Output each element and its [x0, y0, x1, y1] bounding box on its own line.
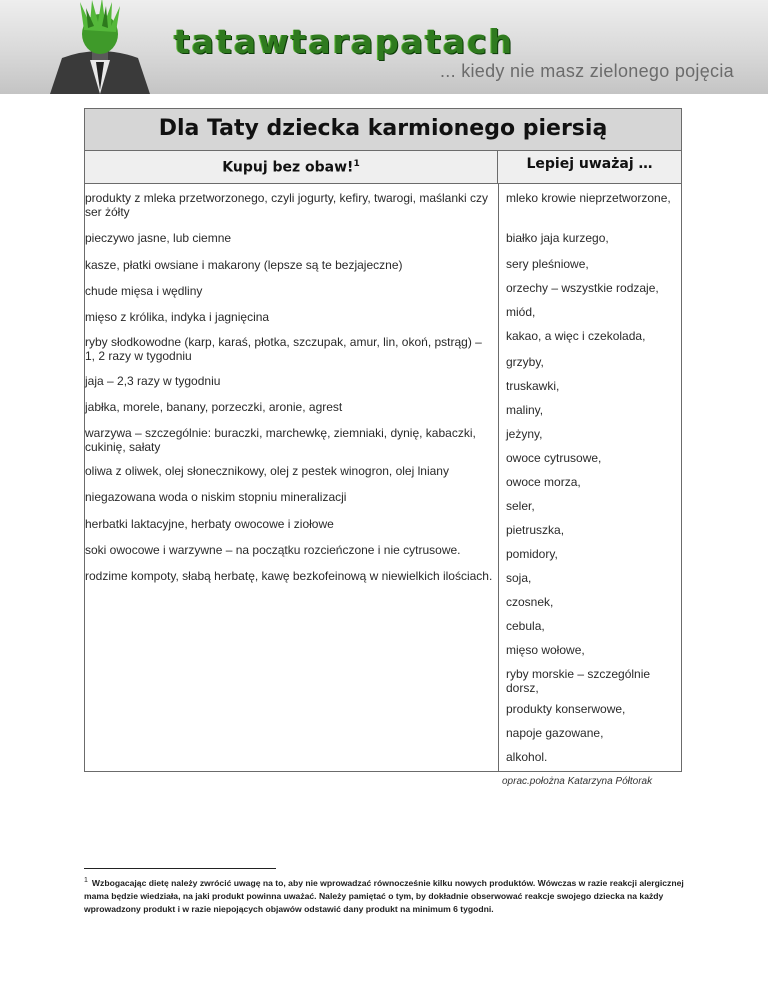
- caution-food-item: pomidory,: [506, 547, 558, 561]
- caution-food-item: ryby morskie – szczególnie dorsz,: [506, 667, 651, 695]
- safe-food-item: pieczywo jasne, lub ciemne: [85, 231, 232, 245]
- safe-food-item: chude mięsa i wędliny: [85, 284, 203, 298]
- caution-food-item: cebula,: [506, 619, 545, 633]
- header-banner: [0, 0, 768, 94]
- safe-food-item: rodzime kompoty, słabą herbatę, kawę bezkofeinową w niewielkich ilościach.: [85, 569, 493, 583]
- caution-food-item: białko jaja kurzego,: [506, 231, 609, 245]
- brand-logo-text: tatawtarapatach: [174, 22, 515, 61]
- footnote-text: Wzbogacając dietę należy zwrócić uwagę na to, aby nie wprowadzać równocześnie kilku nowych produktów. Wówczas w razie reakcji alergicznej mama będzie wiedziała, na jaki produkt powinna uważać. Należy pamiętać o tym, by dokładnie obserwować reakcje swojego dziecka na każdy wprowadzony produkt i w razie niepojących objawów odstawić dany produkt na minimum 6 tygodni.: [84, 877, 684, 914]
- safe-food-item: kasze, płatki owsiane i makarony (lepsze są te bezjajeczne): [85, 258, 403, 272]
- caution-food-item: orzechy – wszystkie rodzaje,: [506, 281, 659, 295]
- caution-food-item: czosnek,: [506, 595, 554, 609]
- table-header-row: [85, 151, 681, 184]
- safe-food-item: jabłka, morele, banany, porzeczki, aronie, agrest: [85, 400, 343, 414]
- caution-food-item: mleko krowie nieprzetworzone,: [506, 191, 671, 205]
- footnote-reference[interactable]: 1: [353, 159, 360, 169]
- caution-food-item: maliny,: [506, 403, 544, 417]
- safe-food-item: jaja – 2,3 razy w tygodniu: [85, 374, 221, 388]
- caution-food-item: truskawki,: [506, 379, 560, 393]
- caution-food-item: alkohol.: [506, 750, 548, 764]
- caution-food-item: sery pleśniowe,: [506, 257, 589, 271]
- safe-food-item: mięso z królika, indyka i jagnięcina: [85, 310, 270, 324]
- safe-food-item: soki owocowe i warzywne – na początku rozcieńczone i nie cytrusowe.: [85, 543, 461, 557]
- caution-food-item: owoce morza,: [506, 475, 581, 489]
- safe-food-item: produkty z mleka przetworzonego, czyli jogurty, kefiry, twarogi, maślanki czy ser żółty: [85, 191, 489, 219]
- brand-tagline: ... kiedy nie masz zielonego pojęcia: [440, 61, 734, 81]
- food-table: [84, 108, 682, 772]
- mascot-icon: [40, 0, 160, 94]
- caution-food-item: pietruszka,: [506, 523, 565, 537]
- caution-food-item: kakao, a więc i czekolada,: [506, 329, 646, 343]
- footnote: [84, 874, 696, 916]
- safe-food-item: niegazowana woda o niskim stopniu mineralizacji: [85, 490, 347, 504]
- caution-food-item: grzyby,: [506, 355, 544, 369]
- column-heading-safe: [85, 151, 498, 183]
- footnote-separator: [84, 868, 276, 869]
- safe-food-item: oliwa z oliwek, olej słonecznikowy, olej z pestek winogron, olej lniany: [85, 464, 449, 478]
- safe-food-item: warzywa – szczególnie: buraczki, marchewkę, ziemniaki, dynię, kabaczki, cukinię, sałaty: [85, 426, 476, 454]
- caution-food-item: napoje gazowane,: [506, 726, 604, 740]
- caution-food-item: soja,: [506, 571, 532, 585]
- column-divider: [498, 184, 499, 771]
- caution-food-item: produkty konserwowe,: [506, 702, 626, 716]
- caution-food-item: miód,: [506, 305, 536, 319]
- footnote-marker: 1: [84, 877, 88, 884]
- column-heading-caution: Lepiej uważaj …: [526, 156, 653, 172]
- caution-food-item: mięso wołowe,: [506, 643, 585, 657]
- caution-food-item: jeżyny,: [506, 427, 543, 441]
- caution-food-item: seler,: [506, 499, 535, 513]
- caution-food-item: owoce cytrusowe,: [506, 451, 602, 465]
- table-title: Dla Taty dziecka karmionego piersią: [85, 109, 681, 151]
- author-credit: oprac.położna Katarzyna Półtorak: [502, 776, 653, 787]
- safe-food-item: ryby słodkowodne (karp, karaś, płotka, szczupak, amur, lin, okoń, pstrąg) – 1, 2 razy w tygodniu: [85, 335, 482, 363]
- safe-food-item: herbatki laktacyjne, herbaty owocowe i ziołowe: [85, 517, 334, 531]
- column-heading-safe-label: Kupuj bez obaw!: [222, 159, 354, 176]
